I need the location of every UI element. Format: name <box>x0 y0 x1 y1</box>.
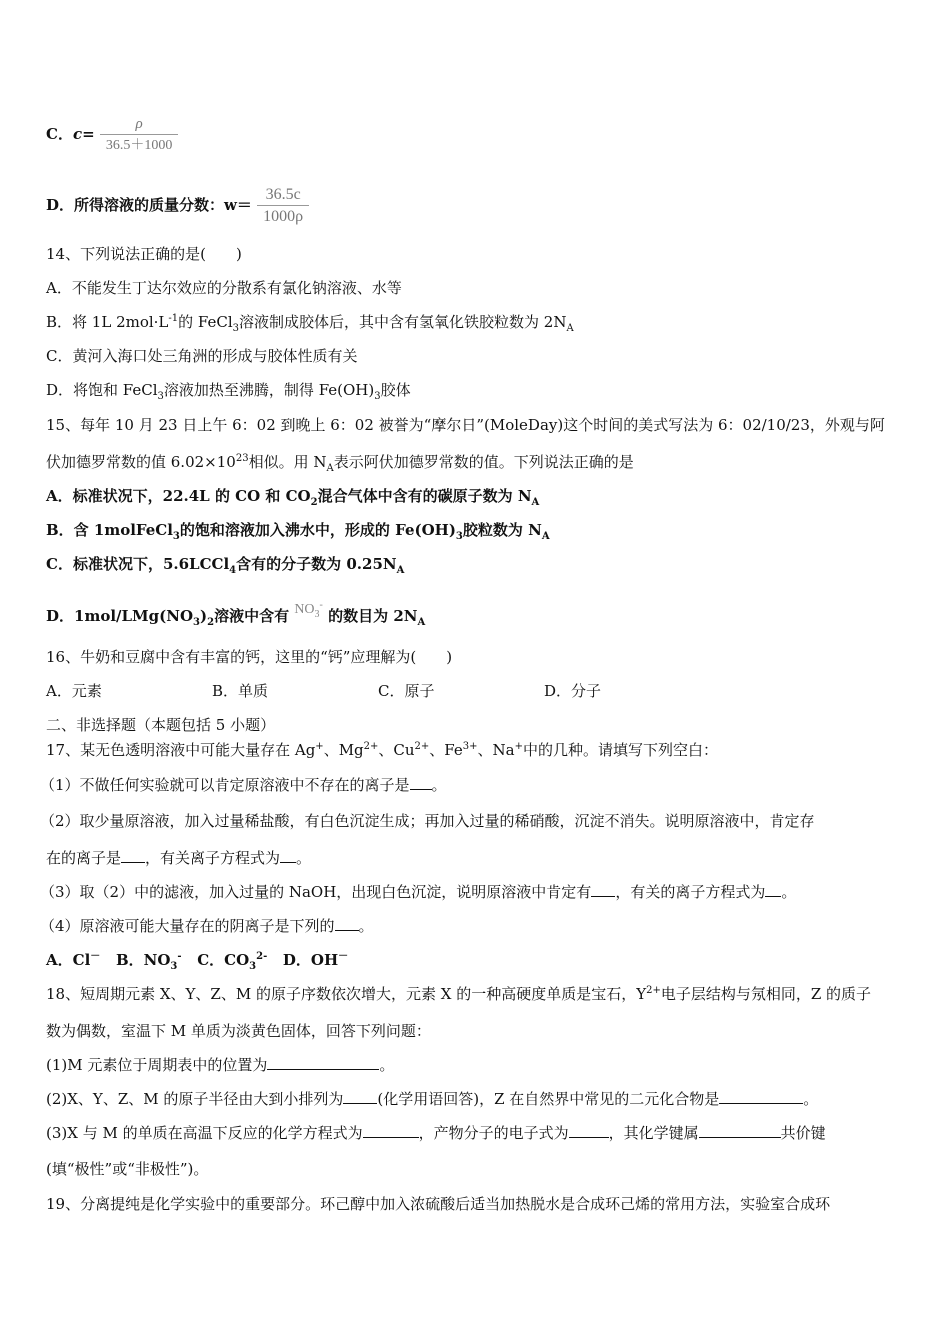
q13-option-d: D．所得溶液的质量分数：w＝ $\frac{36.5c}{1000\rho}$ <box>46 185 309 227</box>
q14-option-b: B．将 1L $2mol\cdot L^{-1}$的 FeCl$_3$溶液制成胶体后，其中含有氢氧化铁胶粒数为 $2N_A$ <box>46 313 574 334</box>
q16-option-a: A．元素 <box>46 682 102 700</box>
q14-option-a: A．不能发生丁达尔效应的分散系有氯化钠溶液、水等 <box>46 279 402 297</box>
answer-blank[interactable] <box>591 882 615 897</box>
q17-part1: （1）不做任何实验就可以肯定原溶液中不存在的离子是 。 <box>40 776 447 794</box>
q16-options <box>46 681 601 701</box>
answer-blank[interactable] <box>335 916 359 931</box>
q17-part2-line1: （2）取少量原溶液，加入过量稀盐酸，有白色沉淀生成；再加入过量的稀硝酸，沉淀不消失。说明原溶液中，肯定存 <box>40 812 815 830</box>
q15-option-c: C．标准状况下，5.6LCCl$_4$含有的分子数为 $0.25N_A$ <box>46 555 405 576</box>
q17-part2-line2: 在的离子是 ，有关离子方程式为 。 <box>46 849 312 867</box>
q14-option-d: D．将饱和 FeCl$_3$溶液加热至沸腾，制得 $Fe(OH)_3$胶体 <box>46 381 411 402</box>
answer-blank[interactable] <box>363 1123 419 1138</box>
q18-part3-line2: (填“极性”或“非极性”)。 <box>46 1160 209 1178</box>
nitrate-ion-formula: $NO_3^-$ <box>294 599 323 620</box>
q15-option-a: A．标准状况下，22.4L 的 CO 和 $CO_2$混合气体中含有的碳原子数为 $N_A$ <box>46 487 540 508</box>
answer-blank[interactable] <box>280 848 296 863</box>
q13-d-fraction: $\frac{36.5c}{1000\rho}$ <box>257 185 309 227</box>
q15-stem-line1: 15、每年 10 月 23 日上午 6：02 到晚上 6：02 被誉为“摩尔日”(MoleDay)这个时间的美式写法为 6：02/10/23，外观与阿 <box>46 416 885 434</box>
q15-option-b: B．含 1molFeCl$_3$的饱和溶液加入沸水中，形成的 $Fe(OH)_3$胶粒数为 $N_A$ <box>46 521 550 542</box>
q18-stem-line1: 18、短周期元素 X、Y、Z、M 的原子序数依次增大，元素 X 的一种高硬度单质是宝石，$Y^{2+}$电子层结构与氖相同，Z 的质子 <box>46 985 872 1003</box>
q16-stem: 16、牛奶和豆腐中含有丰富的钙，这里的“钙”应理解为( ) <box>46 648 453 666</box>
q18-part1: (1)M 元素位于周期表中的位置为 。 <box>46 1056 395 1074</box>
section-heading: 二、非选择题（本题包括 5 小题） <box>46 716 276 734</box>
answer-blank[interactable] <box>121 848 145 863</box>
q15-option-d: D．$1mol/LMg(NO_3)_2$溶液中含有 $NO_3^-$ 的数目为 $2N_A$ <box>46 599 426 628</box>
q16-option-d: D．分子 <box>544 682 602 700</box>
answer-blank[interactable] <box>267 1055 379 1070</box>
q17-part4-options: A．Cl－ B．$NO_3^-$ C．$CO_3^{2-}$ D．OH－ <box>46 951 349 972</box>
q18-stem-line2: 数为偶数，室温下 M 单质为淡黄色固体，回答下列问题： <box>46 1022 431 1040</box>
answer-blank[interactable] <box>719 1089 803 1104</box>
answer-blank[interactable] <box>699 1123 781 1138</box>
q17-part4: （4）原溶液可能大量存在的阴离子是下列的 。 <box>40 917 374 935</box>
answer-blank[interactable] <box>410 775 432 790</box>
q17-part3: （3）取（2）中的滤液，加入过量的 NaOH，出现白色沉淀，说明原溶液中肯定有 ，有关的离子方程式为 。 <box>40 883 797 901</box>
q13-option-c: C．c= $\frac{\rho}{36.5+1000}$ <box>46 114 178 156</box>
q15-stem-line2: 伏加德罗常数的值 $6.02\times 10^{23}$相似。用 $N_A$表示阿伏加德罗常数的值。下列说法正确的是 <box>46 453 634 474</box>
q18-part3: (3)X 与 M 的单质在高温下反应的化学方程式为 ，产物分子的电子式为 ，其化学键属 共价键 <box>46 1124 826 1142</box>
q16-option-b: B．单质 <box>212 682 269 700</box>
q17-stem: 17、某无色透明溶液中可能大量存在 Ag+、$Mg^{2+}$、$Cu^{2+}$、$Fe^{3+}$、Na+中的几种。请填写下列空白： <box>46 741 718 759</box>
answer-blank[interactable] <box>569 1123 609 1138</box>
answer-blank[interactable] <box>765 882 781 897</box>
q18-part2: (2)X、Y、Z、M 的原子半径由大到小排列为 (化学用语回答)，Z 在自然界中常见的二元化合物是 。 <box>46 1090 819 1108</box>
q19-stem-line1: 19、分离提纯是化学实验中的重要部分。环己醇中加入浓硫酸后适当加热脱水是合成环己烯的常用方法，实验室合成环 <box>46 1195 831 1213</box>
q14-option-c: C．黄河入海口处三角洲的形成与胶体性质有关 <box>46 347 358 365</box>
q13-c-fraction: $\frac{\rho}{36.5+1000}$ <box>100 114 179 156</box>
q16-option-c: C．原子 <box>378 682 435 700</box>
answer-blank[interactable] <box>343 1089 377 1104</box>
q14-stem: 14、下列说法正确的是( ) <box>46 245 242 263</box>
